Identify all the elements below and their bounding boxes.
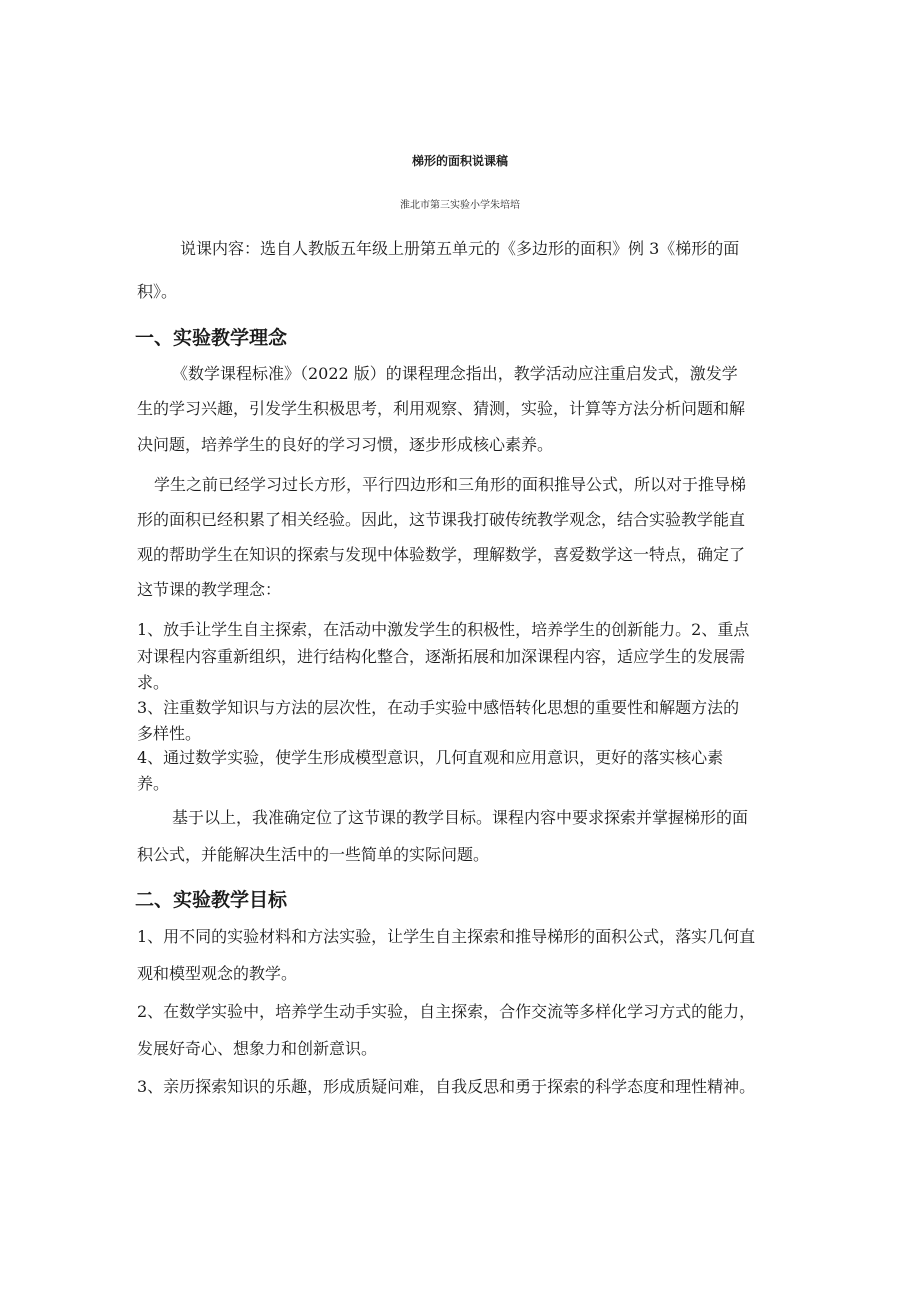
paragraph-line: 《数学课程标准》（2022 版）的课程理念指出，教学活动应注重启发式，激发学 (172, 364, 738, 383)
list-line: 养。 (137, 774, 170, 793)
list-line: 多样性。 (137, 724, 202, 743)
goal-line: 观和模型观念的教学。 (137, 964, 298, 983)
document-title: 梯形的面积说课稿 (411, 154, 508, 168)
paragraph-line: 基于以上，我准确定位了这节课的教学目标。课程内容中要求探索并掌握梯形的面 (172, 808, 749, 827)
paragraph-line: 学生之前已经学习过长方形，平行四边形和三角形的面积推导公式，所以对于推导梯 (154, 475, 747, 494)
paragraph-line: 积公式，并能解决生活中的一些简单的实际问题。 (137, 845, 490, 864)
intro-line: 积》。 (137, 282, 178, 301)
goal-line: 发展好奇心、想象力和创新意识。 (137, 1039, 378, 1058)
paragraph-line: 这节课的教学理念： (137, 580, 282, 599)
list-line: 对课程内容重新组织，进行结构化整合，逐渐拓展和加深课程内容，适应学生的发展需 (137, 647, 746, 666)
goal-line: 1、用不同的实验材料和方法实验，让学生自主探索和推导梯形的面积公式，落实几何直 (137, 927, 756, 946)
list-line: 3、注重数学知识与方法的层次性，在动手实验中感悟转化思想的重要性和解题方法的 (137, 698, 740, 717)
document-author: 淮北市第三实验小学朱培培 (400, 200, 520, 211)
paragraph-line: 生的学习兴趣，引发学生积极思考，利用观察、猜测，实验，计算等方法分析问题和解 (137, 399, 746, 418)
list-line: 1、放手让学生自主探索，在活动中激发学生的积极性，培养学生的创新能力。2、重点 (137, 620, 750, 639)
intro-line: 说课内容：选自人教版五年级上册第五单元的《多边形的面积》例 3《梯形的面 (180, 239, 740, 258)
section-heading: 二、实验教学目标 (135, 889, 288, 911)
section-heading: 一、实验教学理念 (135, 327, 288, 349)
goal-line: 3、亲历探索知识的乐趣，形成质疑问难，自我反思和勇于探索的科学态度和理性精神。 (137, 1077, 756, 1096)
paragraph-line: 观的帮助学生在知识的探索与发现中体验数学，理解数学，喜爱数学这一特点，确定了 (137, 545, 746, 564)
list-line: 4、通过数学实验，使学生形成模型意识，几何直观和应用意识，更好的落实核心素 (137, 748, 724, 767)
paragraph-line: 形的面积已经积累了相关经验。因此，这节课我打破传统教学观念，结合实验教学能直 (137, 510, 746, 529)
paragraph-line: 决问题，培养学生的良好的学习习惯，逐步形成核心素养。 (137, 435, 554, 454)
goal-line: 2、在数学实验中，培养学生动手实验，自主探索，合作交流等多样化学习方式的能力， (137, 1002, 756, 1021)
list-line: 求。 (137, 673, 170, 692)
